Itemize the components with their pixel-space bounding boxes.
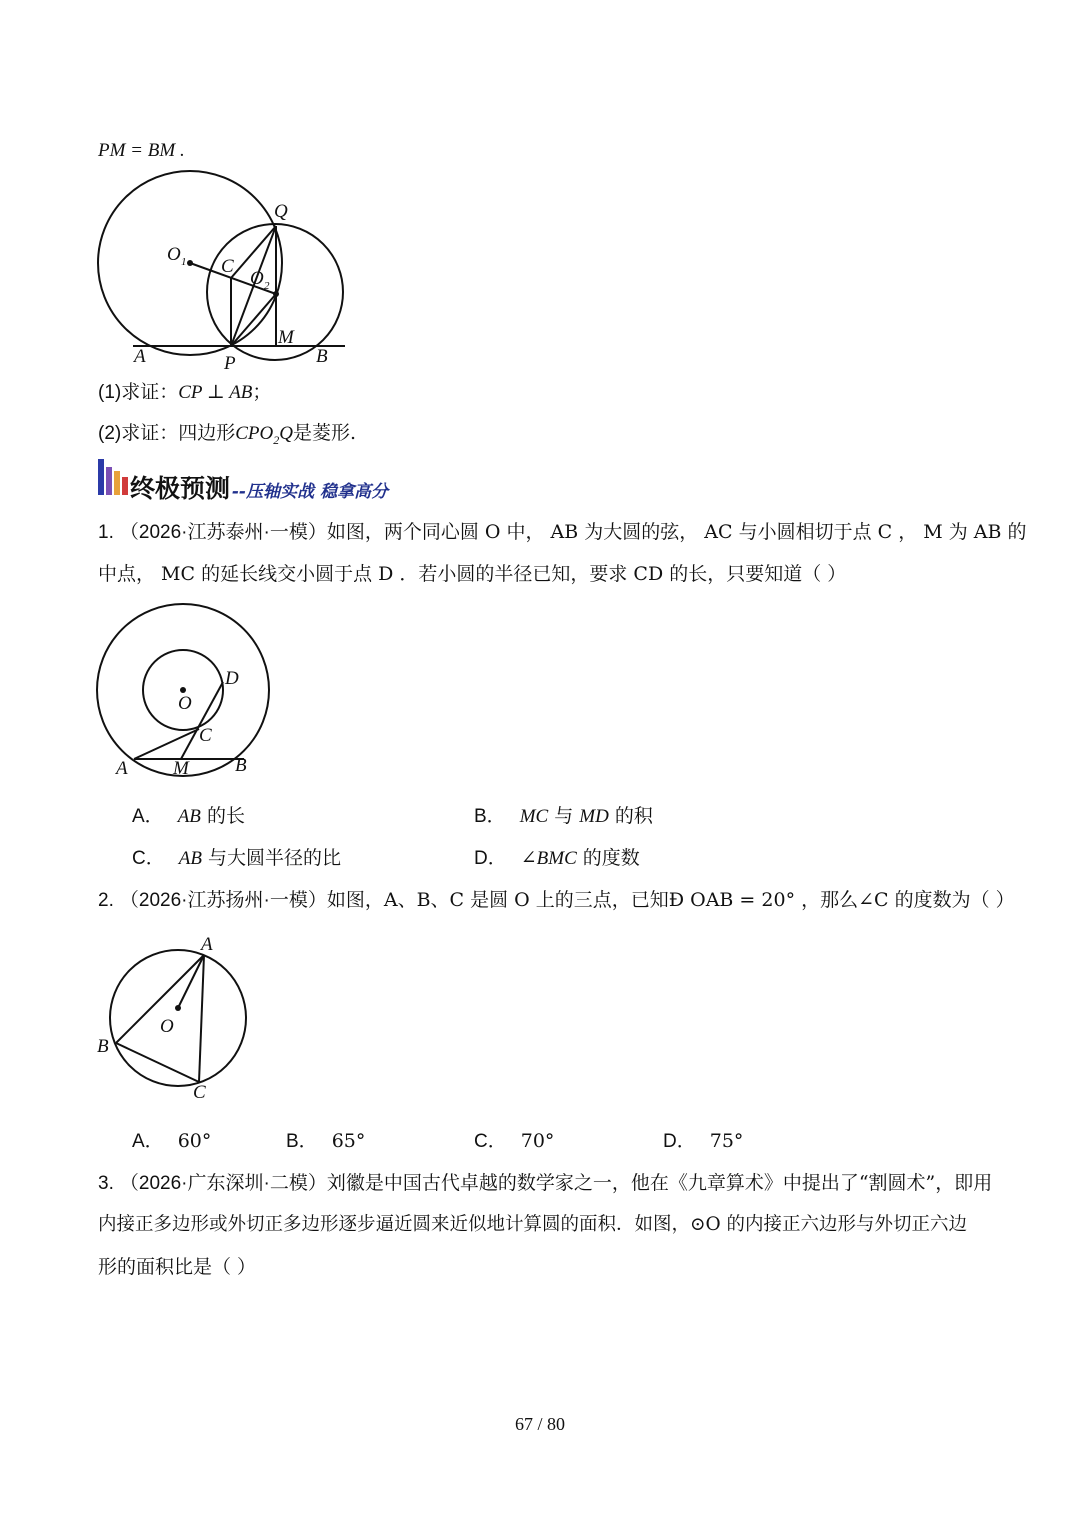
q2-text-1: 如图，A、B、C 是圆 O 上的三点，已知Ð OAB = 20° ，那么∠C 的度数为（ ） — [326, 889, 1015, 911]
q3-number: 3. — [98, 1173, 114, 1194]
label-O2-sub: 2 — [264, 280, 270, 292]
side-AC — [199, 955, 204, 1082]
label-B: B — [316, 346, 328, 367]
prev-part1: (1)求证：CP ⊥ AB； — [98, 381, 272, 403]
label-C: C — [199, 725, 212, 746]
q2-option-b[interactable]: B． 65° — [286, 1130, 366, 1152]
q2-number: 2. — [98, 890, 114, 911]
label-Q: Q — [274, 201, 288, 222]
q1-line1 — [98, 520, 1027, 545]
q1-source: （2026·江苏泰州·一模） — [119, 522, 327, 543]
circle-O — [110, 950, 246, 1086]
q1-option-d[interactable]: D． ∠BMC 的度数 — [474, 847, 640, 869]
figure-circle-triangle — [90, 930, 260, 1105]
label-O1: O — [167, 244, 181, 265]
label-O2: O — [250, 268, 264, 289]
q1-option-c[interactable]: C． AB 与大圆半径的比 — [132, 847, 341, 869]
prev-part2: (2)求证：四边形$CPO_2Q$是菱形. — [98, 422, 357, 447]
label-A: A — [116, 758, 128, 779]
q1-number: 1. — [98, 522, 114, 543]
q1-option-b[interactable]: B． MC 与 MD 的积 — [474, 805, 653, 827]
label-O1-sub: 1 — [181, 256, 187, 268]
q3-line2: 内接正多边形或外切正多边形逐步逼近圆来近似地计算圆的面积．如图，⊙O 的内接正六边形与外切正六边 — [98, 1214, 968, 1235]
label-B: B — [235, 755, 247, 776]
q2-option-c[interactable]: C． 70° — [474, 1130, 555, 1152]
label-C: C — [221, 256, 234, 277]
label-O: O — [178, 693, 192, 714]
center-O1-dot — [187, 260, 193, 266]
label-A: A — [201, 934, 213, 955]
banner-bars-icon — [98, 457, 132, 497]
q1-option-a[interactable]: A． AB 的长 — [132, 805, 245, 827]
figure-concentric-circles — [90, 600, 280, 785]
label-D: D — [225, 668, 239, 689]
label-O: O — [160, 1016, 174, 1037]
section-subtitle: --压轴实战 稳拿高分 — [232, 482, 389, 502]
q3-line3: 形的面积比是（ ） — [98, 1256, 257, 1278]
label-M: M — [278, 327, 294, 348]
q1-text-1: 如图，两个同心圆 O 中， AB 为大圆的弦， AC 与小圆相切于点 C ， M 为 AB 的 — [326, 521, 1027, 543]
label-B: B — [97, 1036, 109, 1057]
q3-line1 — [98, 1171, 992, 1196]
label-A: A — [134, 346, 146, 367]
side-BC — [116, 1043, 199, 1082]
label-M: M — [173, 758, 189, 779]
label-P: P — [224, 353, 236, 373]
center-O2-dot — [273, 291, 279, 297]
conclusion-text: PM = BM . — [98, 140, 185, 161]
q1-line2: 中点， MC 的延长线交小圆于点 D ．若小圆的半径已知，要求 CD 的长，只要知道（ ） — [98, 563, 847, 585]
q2-source: （2026·江苏扬州·一模） — [119, 890, 327, 911]
section-title: 终极预测 — [130, 474, 231, 503]
page-number: 67 / 80 — [514, 1414, 565, 1434]
radius-OA — [178, 955, 204, 1008]
segment-PO2 — [231, 294, 276, 346]
figure-two-circles — [90, 168, 360, 373]
label-C: C — [193, 1082, 206, 1103]
q2-option-d[interactable]: D． 75° — [663, 1130, 744, 1152]
center-O-dot — [175, 1005, 181, 1011]
section-banner — [98, 455, 518, 503]
q3-text-1: 刘徽是中国古代卓越的数学家之一，他在《九章算术》中提出了“割圆术”，即用 — [326, 1172, 993, 1194]
q2-line1 — [98, 888, 1015, 913]
q2-option-a[interactable]: A． 60° — [132, 1130, 212, 1152]
q3-source: （2026·广东深圳·二模） — [119, 1173, 327, 1194]
